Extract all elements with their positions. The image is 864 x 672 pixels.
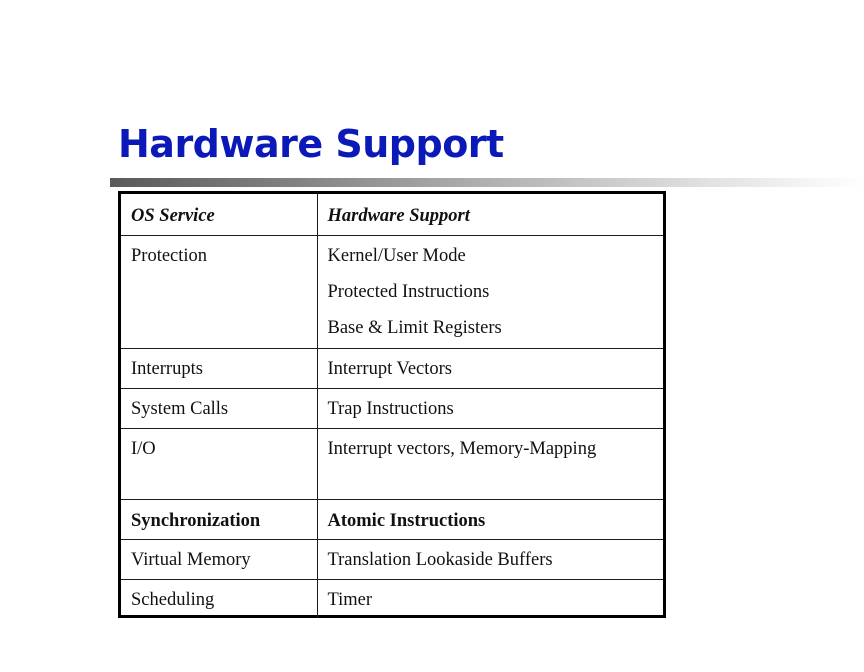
support-line: Kernel/User Mode xyxy=(327,245,466,266)
support-cell: Interrupt vectors, Memory-Mapping xyxy=(317,428,663,499)
service-cell: System Calls xyxy=(121,388,317,428)
table-row xyxy=(121,348,663,388)
table-row xyxy=(121,539,663,579)
service-cell: Virtual Memory xyxy=(121,539,317,579)
title-underline-rule xyxy=(110,178,864,187)
support-cell: Interrupt Vectors xyxy=(317,348,663,388)
support-cell xyxy=(317,235,663,348)
slide-title: Hardware Support xyxy=(118,122,504,166)
service-cell: Synchronization xyxy=(121,499,317,539)
table-row xyxy=(121,388,663,428)
support-cell: Timer xyxy=(317,579,663,618)
header-hardware-support: Hardware Support xyxy=(327,206,470,226)
hardware-support-table xyxy=(118,191,666,618)
support-cell: Translation Lookaside Buffers xyxy=(317,539,663,579)
table-row xyxy=(121,579,663,618)
service-cell: I/O xyxy=(121,428,317,499)
table-row xyxy=(121,235,663,348)
support-line: Protected Instructions xyxy=(327,281,490,302)
header-os-service: OS Service xyxy=(121,194,317,235)
service-cell: Scheduling xyxy=(121,579,317,618)
table-row xyxy=(121,499,663,539)
support-cell: Atomic Instructions xyxy=(317,499,663,539)
support-line: Base & Limit Registers xyxy=(327,317,502,338)
service-cell: Interrupts xyxy=(121,348,317,388)
support-cell: Trap Instructions xyxy=(317,388,663,428)
table-row xyxy=(121,428,663,499)
service-cell: Protection xyxy=(121,235,317,348)
table-header-row xyxy=(121,194,663,235)
